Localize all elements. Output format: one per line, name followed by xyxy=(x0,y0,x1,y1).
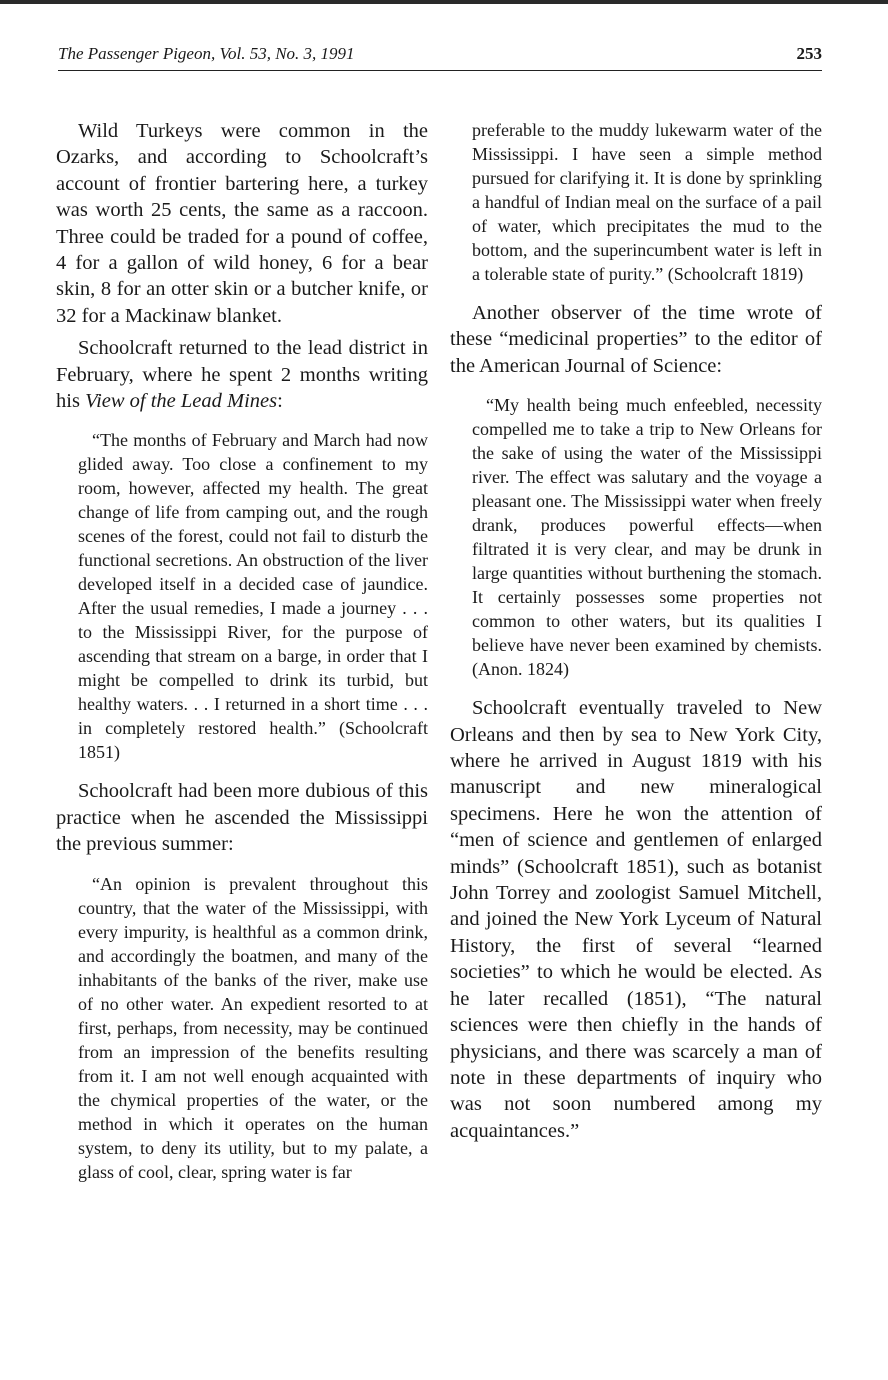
block-quote-opinion: “An opinion is prevalent throughout this country, that the water of the Mississippi, with every impurity, is healthful as a common drink, and accordingly the boatmen, and many of the inhabitants of the banks of the river, make use of no other water. An expedient resorted to at first, perhaps, from necessity, may be continued from an impression of the benefits resulting from it. I am not well enough acquainted with the chymical properties of the water, or the method in which it operates on the human system, to deny its utility, but to my palate, a glass of cool, clear, spring water is far xyxy=(78,873,428,1182)
paragraph-new-york: Schoolcraft eventually traveled to New Orleans and then by sea to New York City, where he arrived in August 1819 with his manuscript and new mineralogical specimens. Here he won the attention of “men of science and gentlemen of enlarged minds” (Schoolcraft 1851), such as botanist John Torrey and zoologist Samuel Mitchell, and joined the New York Lyceum of Natural History, the first of several “learned societies” to which he would be elected. As he later recalled (1851), “The natural sciences were then chiefly in the hands of physicians, and there was scarcely a man of note in these departments of inquiry who was not soon numbered among my acquaintances.” xyxy=(450,697,822,1142)
paragraph-turkeys: Wild Turkeys were common in the Ozarks, and according to Schoolcraft’s account of frontier bartering here, a turkey was worth 25 cents, the same as a raccoon. Three could be traded for a pound of coffee, 4 for a gallon of wild honey, 6 for a bear skin, 8 for an otter skin or a butcher knife, or 32 for a Mackinaw blanket. xyxy=(56,120,428,327)
paragraph-dubious: Schoolcraft had been more dubious of this practice when he ascended the Mississippi the previous summer: xyxy=(56,780,428,856)
running-header xyxy=(58,40,822,71)
page-number: 253 xyxy=(796,44,822,63)
paragraph-another-observer: Another observer of the time wrote of these “medicinal properties” to the editor of the American Journal of Science: xyxy=(450,302,822,377)
paragraph-text: Schoolcraft returned to the lead district in February, where he spent 2 months writing his xyxy=(56,337,428,413)
block-quote-february: “The months of February and March had now glided away. Too close a confinement to my room, however, affected my health. The great change of life from camping out, and the rough scenes of the forest, could not fail to disturb the functional secretions. An obstruction of the liver developed itself in a decided case of jaundice. After the usual remedies, I made a journey . . . to the Mississippi River, for the purpose of ascending that stream on a barge, in order that I might be compelled to drink its turbid, but healthy waters. . . I returned in a short time . . . in completely restored health.” (Schoolcraft 1851) xyxy=(78,430,428,763)
right-column xyxy=(450,118,822,1144)
paragraph-lead-district xyxy=(56,335,428,414)
journal-citation: The Passenger Pigeon, Vol. 53, No. 3, 1991 xyxy=(58,44,355,63)
top-rule xyxy=(0,0,888,4)
block-quote-opinion-continued: preferable to the muddy lukewarm water of the Mississippi. I have seen a simple method pursued for clarifying it. It is done by sprinkling a handful of Indian meal on the surface of a pail of water, which precipitates the mud to the bottom, and the superincumbent water is left in a tolerable state of purity.” (Schoolcraft 1819) xyxy=(472,120,822,284)
book-title: View of the Lead Mines xyxy=(85,390,278,413)
block-quote-health: “My health being much enfeebled, necessity compelled me to take a trip to New Orleans for the sake of using the water of the Mississippi river. The effect was salutary and the voyage a pleasant one. The Mississippi water when freely drank, produces powerful effects—when filtrated it is very clear, and may be drunk in large quantities without burthening the stomach. It certainly possesses some properties not common to other waters, but its qualities I believe have never been examined by chemists. (Anon. 1824) xyxy=(472,395,822,680)
paragraph-text: : xyxy=(277,390,283,413)
left-column xyxy=(56,118,428,1184)
